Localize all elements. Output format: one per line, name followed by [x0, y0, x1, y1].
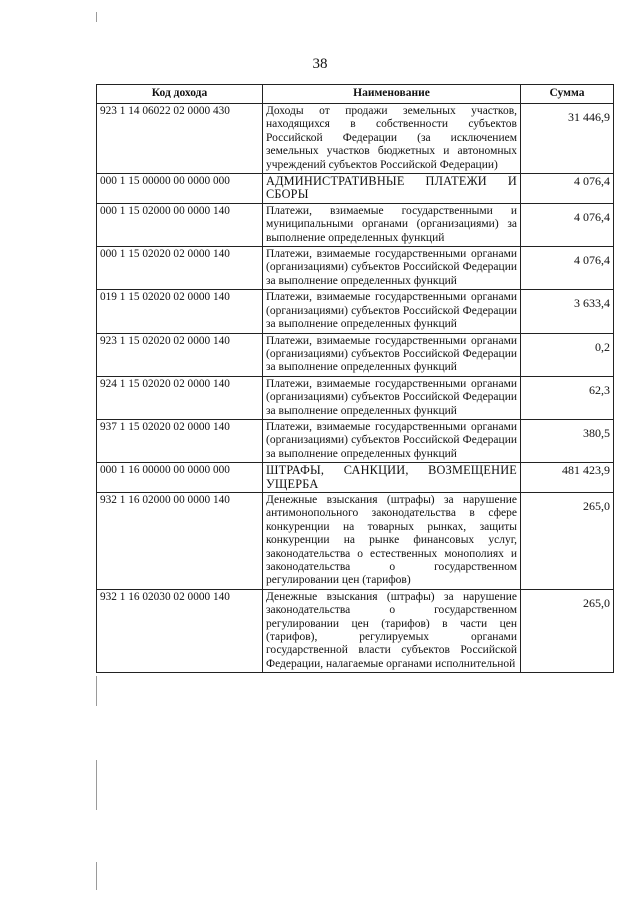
income-name-cell: Платежи, взимаемые государственными органами (организациями) субъектов Российской Федерации за выполнение определенных функций: [263, 333, 521, 376]
amount-cell: 0,2: [521, 333, 614, 376]
table-row: [97, 104, 614, 174]
income-code-cell: 000 1 15 02020 02 0000 140: [97, 247, 263, 290]
table-row: [97, 589, 614, 672]
income-name-cell: Платежи, взимаемые государственными органами (организациями) субъектов Российской Федерации за выполнение определенных функций: [263, 376, 521, 419]
table-row: [97, 463, 614, 493]
income-name-cell: Платежи, взимаемые государственными органами (организациями) субъектов Российской Федерации за выполнение определенных функций: [263, 290, 521, 333]
income-code-cell: 923 1 14 06022 02 0000 430: [97, 104, 263, 174]
amount-cell: 3 633,4: [521, 290, 614, 333]
header-sum: Сумма: [521, 85, 614, 104]
amount-cell: 265,0: [521, 589, 614, 672]
amount-cell: 62,3: [521, 376, 614, 419]
table-row: [97, 247, 614, 290]
page-number: 38: [312, 56, 328, 72]
amount-cell: 481 423,9: [521, 463, 614, 493]
amount-cell: 4 076,4: [521, 203, 614, 246]
income-name-cell: Денежные взыскания (штрафы) за нарушение антимонопольного законодательства в сфере конкуренции на товарных рынках, защиты конкуренции на рынке финансовых услуг, законодательства о естественных монополиях и законодательства о государственном регулировании цен (тарифов): [263, 492, 521, 589]
income-name-cell: АДМИНИСТРАТИВНЫЕ ПЛАТЕЖИ И СБОРЫ: [263, 174, 521, 204]
income-code-cell: 019 1 15 02020 02 0000 140: [97, 290, 263, 333]
income-code-cell: 932 1 16 02000 00 0000 140: [97, 492, 263, 589]
income-code-cell: 924 1 15 02020 02 0000 140: [97, 376, 263, 419]
table-header-row: [97, 85, 614, 104]
table-row: [97, 419, 614, 462]
income-name-cell: Доходы от продажи земельных участков, находящихся в собственности субъектов Российской Федерации (за исключением земельных участков бюджетных и автономных учреждений субъектов Российской Федерации): [263, 104, 521, 174]
income-name-cell: Платежи, взимаемые государственными органами (организациями) субъектов Российской Федерации за выполнение определенных функций: [263, 247, 521, 290]
amount-cell: 380,5: [521, 419, 614, 462]
amount-cell: 265,0: [521, 492, 614, 589]
income-code-cell: 932 1 16 02030 02 0000 140: [97, 589, 263, 672]
income-name-cell: Денежные взыскания (штрафы) за нарушение законодательства о государственном регулировании цен (тарифов) в части цен (тарифов), регулируемых органами государственной власти субъектов Российской Федерации, налагаемые органами исполнительной: [263, 589, 521, 672]
income-code-cell: 000 1 15 02000 00 0000 140: [97, 203, 263, 246]
amount-cell: 31 446,9: [521, 104, 614, 174]
table-row: [97, 333, 614, 376]
income-code-cell: 937 1 15 02020 02 0000 140: [97, 419, 263, 462]
table-row: [97, 203, 614, 246]
amount-cell: 4 076,4: [521, 174, 614, 204]
income-code-cell: 000 1 16 00000 00 0000 000: [97, 463, 263, 493]
header-name: Наименование: [263, 85, 521, 104]
table-row: [97, 492, 614, 589]
table-row: [97, 290, 614, 333]
revenue-table: [96, 84, 614, 673]
income-code-cell: 923 1 15 02020 02 0000 140: [97, 333, 263, 376]
table-row: [97, 174, 614, 204]
header-code: Код дохода: [97, 85, 263, 104]
income-code-cell: 000 1 15 00000 00 0000 000: [97, 174, 263, 204]
amount-cell: 4 076,4: [521, 247, 614, 290]
income-name-cell: Платежи, взимаемые государственными органами (организациями) субъектов Российской Федерации за выполнение определенных функций: [263, 419, 521, 462]
income-name-cell: ШТРАФЫ, САНКЦИИ, ВОЗМЕЩЕНИЕ УЩЕРБА: [263, 463, 521, 493]
table-row: [97, 376, 614, 419]
income-name-cell: Платежи, взимаемые государственными и муниципальными органами (организациями) за выполнение определенных функций: [263, 203, 521, 246]
